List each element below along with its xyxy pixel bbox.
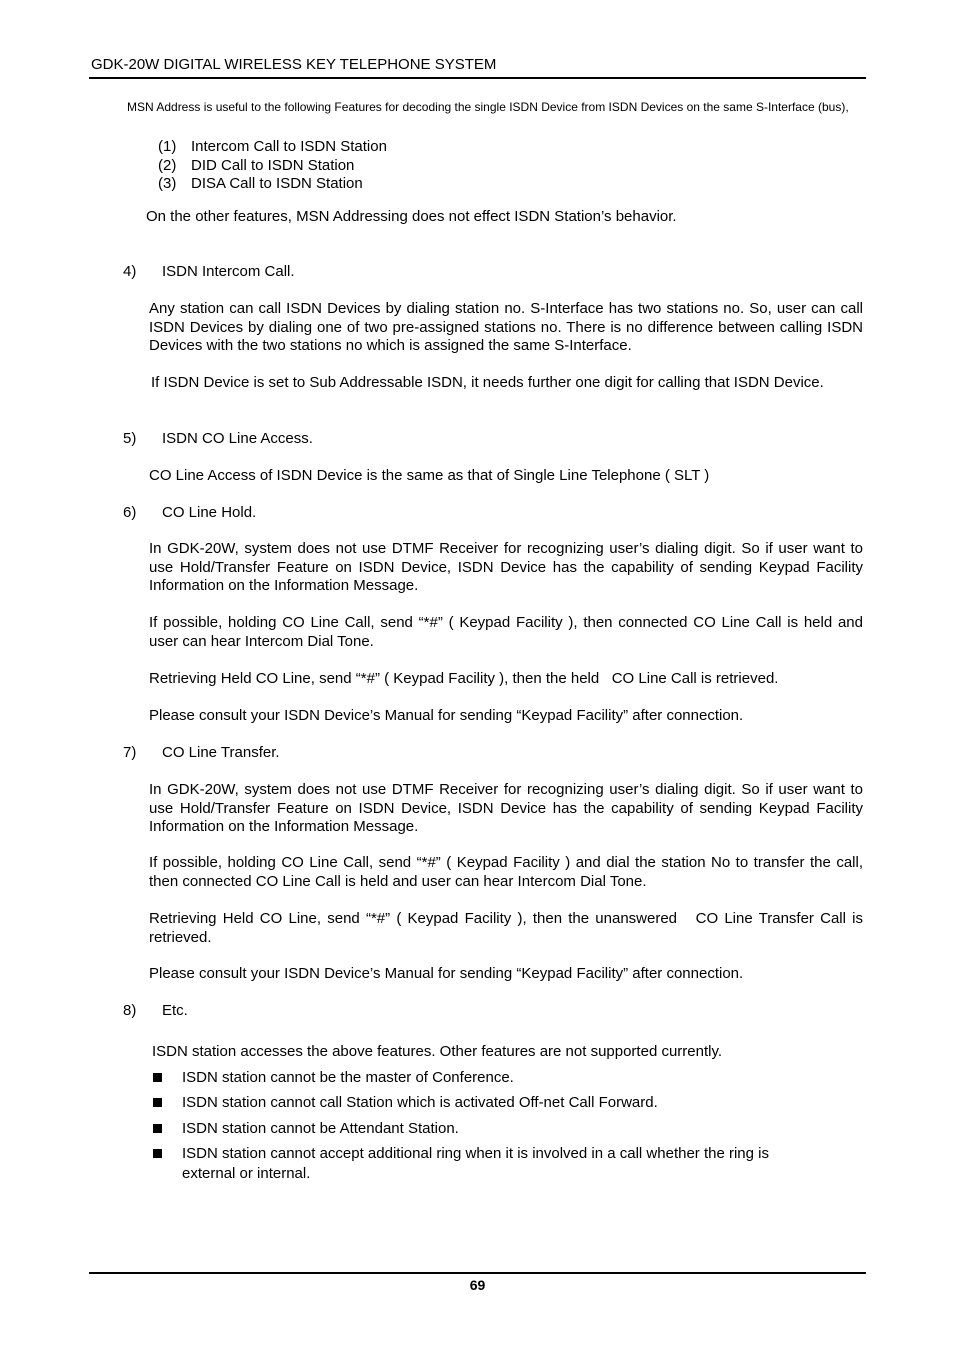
section-number: 7) xyxy=(123,744,137,761)
list-item-text: DISA Call to ISDN Station xyxy=(191,175,363,192)
square-bullet-icon xyxy=(152,1144,182,1184)
paragraph: Please consult your ISDN Device’s Manual for sending “Keypad Facility” after connection. xyxy=(149,965,744,982)
bullet-text: ISDN station cannot be the master of Conference. xyxy=(182,1069,514,1086)
section-number: 5) xyxy=(123,430,137,447)
section-title: ISDN Intercom Call. xyxy=(162,263,295,280)
section-heading-8 xyxy=(123,1002,188,1019)
paragraph: If possible, holding CO Line Call, send “*#” ( Keypad Facility ), then connected CO Line Call is held and user can hear Intercom Dial Tone. xyxy=(149,614,863,650)
page-number: 69 xyxy=(469,1277,486,1293)
list-item-text: DID Call to ISDN Station xyxy=(191,156,355,174)
bullet-item xyxy=(152,1068,852,1088)
square-bullet-icon xyxy=(152,1068,182,1088)
section-title: Etc. xyxy=(162,1002,188,1019)
intro-note: On the other features, MSN Addressing does not effect ISDN Station’s behavior. xyxy=(146,208,677,225)
paragraph: Retrieving Held CO Line, send “*#” ( Keypad Facility ), then the unanswered CO Line Transfer Call is retrieved. xyxy=(149,910,868,946)
bullet-text: ISDN station cannot call Station which is activated Off-net Call Forward. xyxy=(182,1094,658,1111)
section-heading-5 xyxy=(123,430,313,447)
section-heading-4 xyxy=(123,263,295,280)
page-header-title: GDK-20W DIGITAL WIRELESS KEY TELEPHONE SYSTEM xyxy=(91,56,497,73)
square-bullet-icon xyxy=(152,1119,182,1139)
section-title: CO Line Transfer. xyxy=(162,744,280,761)
square-bullet-icon xyxy=(152,1093,182,1113)
section-title: CO Line Hold. xyxy=(162,504,257,521)
intro-text: MSN Address is useful to the following Features for decoding the single ISDN Device from ISDN Devices on the same S-Interface (bus), xyxy=(127,100,849,114)
section-heading-7 xyxy=(123,744,280,761)
list-item-number: (2) xyxy=(158,156,177,174)
paragraph: If possible, holding CO Line Call, send “*#” ( Keypad Facility ) and dial the station No to transfer the call, then connected CO Line Call is held and user can hear Intercom Dial Tone. xyxy=(149,854,863,890)
list-item-text: Intercom Call to ISDN Station xyxy=(191,138,387,155)
list-item-number: (3) xyxy=(158,175,177,192)
list-item xyxy=(158,175,387,194)
section-heading-6 xyxy=(123,504,256,521)
paragraph: If ISDN Device is set to Sub Addressable ISDN, it needs further one digit for calling that ISDN Device. xyxy=(151,374,824,391)
section-title: ISDN CO Line Access. xyxy=(162,430,313,447)
bullet-item xyxy=(152,1144,812,1184)
bullet-text: ISDN station cannot accept additional ring when it is involved in a call whether the ring is external or internal. xyxy=(182,1145,769,1182)
paragraph: Retrieving Held CO Line, send “*#” ( Keypad Facility ), then the held CO Line Call is retrieved. xyxy=(149,670,779,687)
paragraph: Any station can call ISDN Devices by dialing station no. S-Interface has two stations no. So, user can call ISDN Devices by dialing one of two pre-assigned stations no. There is no difference between calling ISDN Devices with the two stations no which is assigned the same S-Interface. xyxy=(149,300,863,354)
header-rule xyxy=(89,77,866,79)
paragraph: ISDN station accesses the above features. Other features are not supported currently. xyxy=(152,1043,723,1060)
section-number: 8) xyxy=(123,1002,137,1019)
bullet-text: ISDN station cannot be Attendant Station. xyxy=(182,1120,459,1137)
bullet-item xyxy=(152,1119,852,1139)
section-number: 4) xyxy=(123,263,137,280)
bullet-item xyxy=(152,1093,852,1113)
paragraph: Please consult your ISDN Device’s Manual for sending “Keypad Facility” after connection. xyxy=(149,707,744,724)
paragraph: CO Line Access of ISDN Device is the same as that of Single Line Telephone ( SLT ) xyxy=(149,467,710,484)
list-item xyxy=(158,138,387,157)
section-number: 6) xyxy=(123,504,137,521)
intro-list xyxy=(158,138,387,194)
paragraph: In GDK-20W, system does not use DTMF Receiver for recognizing user’s dialing digit. So if user want to use Hold/Transfer Feature on ISDN Device, ISDN Device has the capability of sending Keypad Facility Information on the Information Message. xyxy=(149,540,863,594)
list-item-number: (1) xyxy=(158,138,177,155)
footer-rule xyxy=(89,1272,866,1274)
paragraph: In GDK-20W, system does not use DTMF Receiver for recognizing user’s dialing digit. So if user want to use Hold/Transfer Feature on ISDN Device, ISDN Device has the capability of sending Keypad Facility Information on the Information Message. xyxy=(149,781,863,835)
list-item xyxy=(158,157,387,176)
